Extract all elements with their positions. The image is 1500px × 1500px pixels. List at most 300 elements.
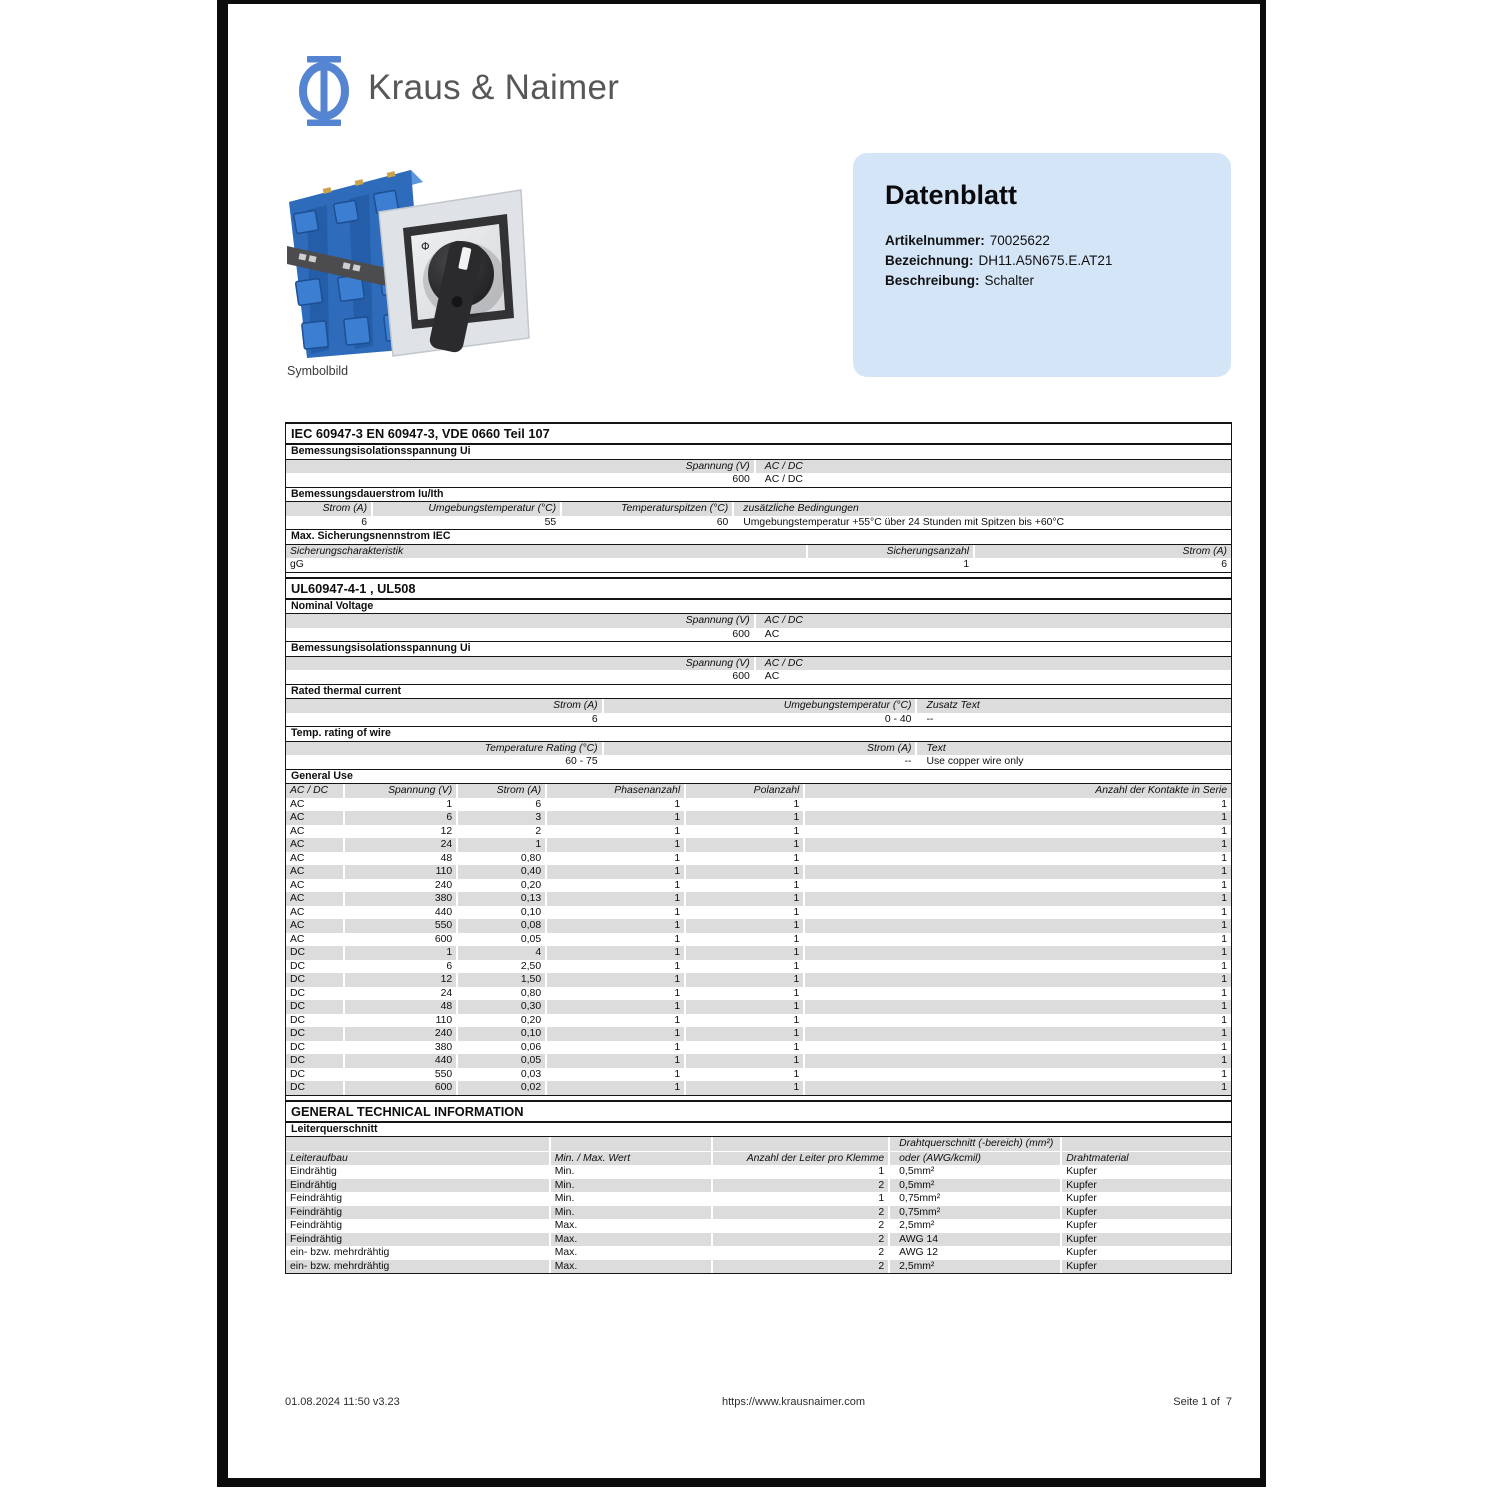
column-header: [286, 1137, 549, 1151]
table-cell: Feindrähtig: [286, 1233, 549, 1247]
table-header-row: [286, 545, 1231, 559]
table-cell: 1: [1221, 852, 1227, 864]
table-row: [286, 811, 1231, 825]
table-cell: 3: [458, 811, 545, 825]
table-cell: 1: [793, 879, 800, 891]
table-cell: 1: [1221, 960, 1227, 972]
table-cell: 1: [345, 946, 457, 960]
table-cell: 2: [535, 825, 542, 837]
table-cell: Max.: [554, 1247, 578, 1258]
table-cell: 1: [686, 1054, 803, 1068]
table-cell: 0,80: [520, 852, 542, 864]
group-header: Bemessungsdauerstrom Iu/Ith: [286, 488, 1231, 503]
table-cell: 0,05: [458, 1054, 545, 1068]
table-cell: 1: [547, 946, 684, 960]
table-row: [286, 973, 1231, 987]
table-row: [286, 933, 1231, 947]
info-field-bezeichnung: [885, 251, 1201, 271]
column-header: Anzahl der Leiter pro Klemme: [713, 1152, 888, 1166]
info-field-label: Artikelnummer:: [885, 233, 985, 248]
table-cell: 240: [345, 1027, 457, 1041]
table-row: [286, 1081, 1231, 1095]
column-header: Temperature Rating (°C): [286, 742, 602, 756]
info-field-value: Schalter: [984, 273, 1035, 288]
column-header: Umgebungstemperatur (°C): [604, 699, 916, 713]
table-cell: Min.: [554, 1193, 575, 1204]
table-cell: Feindrähtig: [286, 1206, 549, 1220]
column-header: Phasenanzahl: [547, 784, 684, 798]
group-header: Max. Sicherungsnennstrom IEC: [286, 530, 1231, 545]
table-cell: DC: [286, 1054, 343, 1068]
table-cell: ein- bzw. mehrdrähtig: [286, 1260, 549, 1274]
table-cell: 1: [805, 946, 1231, 960]
table-cell: 1: [547, 865, 684, 879]
table-cell: 1: [793, 1014, 800, 1026]
table-row: [286, 838, 1231, 852]
spec-table: [285, 422, 1232, 1274]
table-cell: DC: [286, 1000, 343, 1014]
table-cell: AC: [290, 825, 305, 837]
table-cell: --: [926, 713, 934, 725]
group-header: Bemessungsisolationsspannung Ui: [286, 642, 1231, 657]
table-cell: 1: [1221, 1068, 1227, 1080]
table-cell: DC: [286, 1081, 343, 1095]
table-cell: Use copper wire only: [926, 756, 1024, 767]
table-cell: 0,20: [520, 1014, 542, 1026]
table-row: [286, 1041, 1231, 1055]
table-cell: 6: [1221, 559, 1227, 570]
table-cell: 1: [686, 838, 803, 852]
product-photo-caption: Symbolbild: [287, 364, 349, 378]
table-cell: 2: [713, 1179, 888, 1193]
table-cell: 1: [686, 946, 803, 960]
column-header: [713, 1137, 888, 1151]
table-cell: 48: [345, 1000, 457, 1014]
table-cell: 380: [434, 1041, 453, 1053]
table-cell: Umgebungstemperatur +55°C über 24 Stunden mit Spitzen bis +60°C: [743, 516, 1065, 528]
table-cell: 12: [440, 825, 453, 837]
table-cell: 6: [361, 516, 368, 528]
table-cell: 1: [793, 933, 800, 945]
table-cell: 1: [686, 1081, 803, 1095]
table-cell: 1,50: [458, 973, 545, 987]
column-header: zusätzliche Bedingungen: [734, 502, 1231, 516]
table-cell: 1: [805, 892, 1231, 906]
table-cell: DC: [290, 960, 306, 972]
table-cell: 2,50: [520, 960, 542, 972]
table-cell: 1: [458, 838, 545, 852]
table-cell: 1: [674, 825, 681, 837]
table-row: [286, 473, 1231, 487]
table-cell: 1: [793, 960, 800, 972]
table-cell: Kupfer: [1066, 1220, 1097, 1231]
table-cell: 1: [1221, 1041, 1227, 1053]
table-row: [286, 1014, 1231, 1028]
column-header: Polanzahl: [686, 784, 803, 798]
column-header: Sicherungsanzahl: [808, 545, 973, 559]
table-row: [286, 865, 1231, 879]
table-cell: --: [904, 756, 912, 767]
column-header: AC / DC: [756, 460, 1231, 474]
table-cell: 1: [1221, 987, 1227, 999]
table-cell: 1: [805, 865, 1231, 879]
table-cell: 2,5mm²: [899, 1220, 935, 1231]
table-cell: Kupfer: [1062, 1179, 1231, 1193]
table-group: [286, 545, 1231, 573]
table-cell: 1: [805, 811, 1231, 825]
table-header-row: [286, 742, 1231, 756]
table-cell: DC: [286, 1027, 343, 1041]
table-row: [286, 1165, 1231, 1179]
table-cell: 0,03: [520, 1068, 542, 1080]
table-cell: 6: [535, 798, 542, 810]
table-cell: 1: [805, 973, 1231, 987]
logo-wordmark: Kraus & Naimer: [368, 68, 620, 107]
table-cell: AC: [290, 852, 305, 864]
table-row: [286, 852, 1231, 866]
table-cell: 1: [674, 1014, 681, 1026]
table-cell: DC: [290, 1068, 306, 1080]
table-cell: 12: [345, 973, 457, 987]
datasheet-page: [217, 0, 1266, 1487]
table-cell: 1: [686, 973, 803, 987]
table-cell: 1: [793, 825, 800, 837]
table-cell: 0,75mm²: [890, 1206, 1060, 1220]
table-row: [286, 558, 1231, 572]
table-cell: 0,10: [520, 906, 542, 918]
group-header: Nominal Voltage: [286, 600, 1231, 615]
table-cell: 1: [1221, 825, 1227, 837]
footer: [285, 1396, 1232, 1412]
table-cell: Kupfer: [1066, 1193, 1097, 1204]
table-cell: AC: [290, 879, 305, 891]
table-cell: 0,5mm²: [890, 1179, 1060, 1193]
table-row: [286, 1179, 1231, 1193]
table-cell: 1: [686, 892, 803, 906]
table-row: [286, 987, 1231, 1001]
table-cell: Min.: [551, 1206, 712, 1220]
table-cell: AC: [286, 892, 343, 906]
table-row: [286, 798, 1231, 812]
column-header: Strom (A): [286, 502, 371, 516]
column-header: Min. / Max. Wert: [551, 1152, 712, 1166]
table-row: [286, 1027, 1231, 1041]
table-row: [286, 1206, 1231, 1220]
table-cell: 1: [878, 1193, 885, 1204]
table-cell: AC: [764, 628, 780, 640]
table-cell: 1: [805, 1054, 1231, 1068]
section-header: IEC 60947-3 EN 60947-3, VDE 0660 Teil 107: [286, 422, 1231, 445]
table-cell: 1: [805, 919, 1231, 933]
table-cell: 0,30: [458, 1000, 545, 1014]
table-cell: 55: [544, 516, 557, 528]
section-header: UL60947-4-1 , UL508: [286, 577, 1231, 600]
group-header: Rated thermal current: [286, 685, 1231, 700]
table-cell: Min.: [551, 1179, 712, 1193]
column-header: Strom (A): [286, 699, 602, 713]
table-cell: 1: [686, 919, 803, 933]
table-cell: AC / DC: [764, 474, 803, 485]
table-cell: 1: [674, 933, 681, 945]
table-cell: 1: [686, 865, 803, 879]
table-cell: Feindrähtig: [290, 1193, 342, 1204]
group-header: Leiterquerschnitt: [286, 1123, 1231, 1138]
table-cell: 4: [458, 946, 545, 960]
table-cell: DC: [286, 946, 343, 960]
table-cell: 1: [547, 838, 684, 852]
info-field-artikelnummer: [885, 231, 1201, 251]
table-row: [286, 1000, 1231, 1014]
column-header: Anzahl der Kontakte in Serie: [805, 784, 1231, 798]
table-cell: 1: [1221, 906, 1227, 918]
table-row: [286, 946, 1231, 960]
column-header: Leiteraufbau: [286, 1152, 549, 1166]
info-field-value: 70025622: [989, 233, 1050, 248]
kraus-naimer-logo: [294, 54, 620, 133]
column-header: Zusatz Text: [917, 699, 1231, 713]
table-cell: 1: [1221, 798, 1227, 810]
table-cell: 1: [793, 1041, 800, 1053]
table-cell: 600: [732, 474, 750, 485]
section-header: GENERAL TECHNICAL INFORMATION: [286, 1100, 1231, 1123]
table-cell: 550: [434, 1068, 453, 1080]
group-header: General Use: [286, 770, 1231, 785]
svg-text:Φ: Φ: [421, 240, 430, 253]
column-header: Drahtquerschnitt (-bereich) (mm²): [890, 1137, 1060, 1151]
table-cell: AWG 14: [890, 1233, 1060, 1247]
table-cell: 2,5mm²: [890, 1260, 1060, 1274]
table-cell: AC: [286, 919, 343, 933]
table-header-row: [286, 614, 1231, 628]
table-cell: 1: [686, 1000, 803, 1014]
column-header: [1062, 1137, 1231, 1151]
table-cell: Kupfer: [1066, 1247, 1097, 1258]
info-field-value: DH11.A5N675.E.AT21: [978, 253, 1113, 268]
table-row: [286, 516, 1231, 530]
table-cell: 24: [345, 838, 457, 852]
table-group: [286, 657, 1231, 685]
table-group: [286, 784, 1231, 1096]
group-header: Temp. rating of wire: [286, 727, 1231, 742]
table-cell: 1: [547, 1000, 684, 1014]
table-cell: Kupfer: [1066, 1166, 1097, 1177]
table-cell: 1: [963, 559, 970, 570]
table-cell: 0 - 40: [884, 713, 912, 725]
table-cell: 2: [878, 1247, 885, 1258]
table-cell: Eindrähtig: [286, 1179, 549, 1193]
table-row: [286, 1233, 1231, 1247]
table-cell: Max.: [551, 1233, 712, 1247]
table-cell: Max.: [554, 1220, 578, 1231]
table-cell: 0,5mm²: [899, 1166, 935, 1177]
info-field-label: Beschreibung:: [885, 273, 980, 288]
phi-logo-icon: [294, 54, 354, 133]
table-cell: 0,08: [458, 919, 545, 933]
table-row: [286, 670, 1231, 684]
table-cell: 2: [713, 1260, 888, 1274]
table-group: [286, 699, 1231, 727]
table-row: [286, 1192, 1231, 1206]
table-cell: 1: [547, 1054, 684, 1068]
table-cell: 1: [674, 879, 681, 891]
table-cell: 1: [878, 1166, 885, 1177]
table-cell: AC: [290, 933, 305, 945]
table-cell: Max.: [551, 1260, 712, 1274]
table-cell: 600: [732, 628, 750, 640]
table-header-row: [286, 1152, 1231, 1166]
table-cell: 0,06: [520, 1041, 542, 1053]
table-cell: 2: [713, 1206, 888, 1220]
table-cell: DC: [290, 1014, 306, 1026]
column-header: AC / DC: [756, 657, 1231, 671]
table-header-row: [286, 460, 1231, 474]
table-cell: gG: [290, 559, 304, 570]
column-header: [551, 1137, 712, 1151]
table-group: [286, 614, 1231, 642]
table-cell: 0,10: [458, 1027, 545, 1041]
table-cell: AC: [286, 811, 343, 825]
table-cell: 0,02: [458, 1081, 545, 1095]
table-cell: DC: [290, 987, 306, 999]
table-cell: 6: [591, 713, 598, 725]
table-cell: Kupfer: [1062, 1233, 1231, 1247]
table-header-row: [286, 699, 1231, 713]
table-cell: 24: [440, 987, 453, 999]
table-cell: 0,20: [520, 879, 542, 891]
table-row: [286, 825, 1231, 839]
table-cell: 1: [793, 852, 800, 864]
table-row: [286, 960, 1231, 974]
column-header: Umgebungstemperatur (°C): [373, 502, 560, 516]
table-cell: 600: [434, 933, 453, 945]
table-cell: 2: [713, 1233, 888, 1247]
table-cell: ein- bzw. mehrdrähtig: [290, 1247, 390, 1258]
table-cell: AC: [286, 865, 343, 879]
table-cell: AC: [290, 798, 305, 810]
table-cell: Min.: [554, 1166, 575, 1177]
column-header: Sicherungscharakteristik: [286, 545, 806, 559]
table-cell: 6: [345, 811, 457, 825]
table-row: [286, 1260, 1231, 1274]
table-cell: AC: [286, 838, 343, 852]
table-cell: 110: [345, 865, 457, 879]
column-header: Strom (A): [975, 545, 1231, 559]
table-cell: 1: [1221, 1014, 1227, 1026]
table-cell: 0,75mm²: [899, 1193, 941, 1204]
column-header: oder (AWG/kcmil): [890, 1152, 1060, 1166]
table-cell: 1: [674, 1068, 681, 1080]
table-cell: 440: [345, 1054, 457, 1068]
table-row: [286, 879, 1231, 893]
table-cell: Kupfer: [1062, 1260, 1231, 1274]
table-cell: 1: [547, 892, 684, 906]
table-cell: 1: [547, 811, 684, 825]
table-row: [286, 906, 1231, 920]
table-cell: 440: [434, 906, 453, 918]
column-header: AC / DC: [756, 614, 1231, 628]
column-header: Spannung (V): [286, 614, 754, 628]
table-cell: Feindrähtig: [290, 1220, 342, 1231]
page-title: Datenblatt: [885, 180, 1018, 210]
footer-date: 01.08.2024 11:50 v3.23: [285, 1396, 400, 1408]
table-cell: 0,40: [458, 865, 545, 879]
table-cell: 1: [793, 987, 800, 999]
table-cell: DC: [290, 1041, 306, 1053]
column-header: Drahtmaterial: [1062, 1152, 1231, 1166]
table-cell: 550: [345, 919, 457, 933]
table-cell: 600: [732, 671, 750, 682]
table-cell: 6: [446, 960, 453, 972]
table-cell: 1: [686, 811, 803, 825]
table-cell: 240: [434, 879, 453, 891]
table-cell: 1: [674, 1041, 681, 1053]
table-cell: 0,80: [520, 987, 542, 999]
table-cell: 1: [547, 919, 684, 933]
table-cell: 1: [793, 798, 800, 810]
info-field-label: Bezeichnung:: [885, 253, 974, 268]
table-cell: 1: [686, 1027, 803, 1041]
table-cell: 1: [547, 973, 684, 987]
column-header: Text: [917, 742, 1231, 756]
table-cell: 1: [805, 838, 1231, 852]
table-cell: 2: [878, 1220, 885, 1231]
column-header: Strom (A): [458, 784, 545, 798]
table-header-row: [286, 784, 1231, 798]
table-cell: DC: [286, 973, 343, 987]
table-cell: 1: [805, 1027, 1231, 1041]
table-cell: 60: [716, 516, 729, 528]
table-cell: AC: [764, 671, 780, 682]
group-header: Bemessungsisolationsspannung Ui: [286, 445, 1231, 460]
table-cell: 1: [793, 906, 800, 918]
table-cell: 60 - 75: [565, 756, 598, 767]
table-header-row: [286, 1137, 1231, 1151]
table-cell: 1: [547, 1027, 684, 1041]
table-cell: Kupfer: [1062, 1206, 1231, 1220]
table-cell: 1: [1221, 933, 1227, 945]
column-header: Temperaturspitzen (°C): [562, 502, 732, 516]
table-cell: 1: [674, 852, 681, 864]
table-cell: 48: [440, 852, 453, 864]
table-group: [286, 502, 1231, 530]
info-box: [853, 153, 1231, 377]
table-group: [286, 742, 1231, 770]
table-cell: 1: [1221, 879, 1227, 891]
footer-page-number: Seite 1 of 7: [1173, 1396, 1232, 1408]
table-row: [286, 919, 1231, 933]
product-photo: [283, 150, 545, 367]
table-cell: Eindrähtig: [290, 1166, 337, 1177]
table-row: [286, 713, 1231, 727]
column-header: Spannung (V): [345, 784, 457, 798]
column-header: Spannung (V): [286, 657, 754, 671]
table-cell: 1: [674, 906, 681, 918]
table-row: [286, 1219, 1231, 1233]
column-header: Spannung (V): [286, 460, 754, 474]
table-row: [286, 1054, 1231, 1068]
table-cell: 0,05: [520, 933, 542, 945]
table-row: [286, 628, 1231, 642]
table-cell: 1: [674, 960, 681, 972]
table-cell: 1: [805, 1081, 1231, 1095]
table-row: [286, 892, 1231, 906]
table-cell: 0,13: [458, 892, 545, 906]
table-row: [286, 1246, 1231, 1260]
column-header: Strom (A): [604, 742, 916, 756]
table-cell: 1: [793, 1068, 800, 1080]
table-header-row: [286, 657, 1231, 671]
table-cell: 1: [547, 1081, 684, 1095]
